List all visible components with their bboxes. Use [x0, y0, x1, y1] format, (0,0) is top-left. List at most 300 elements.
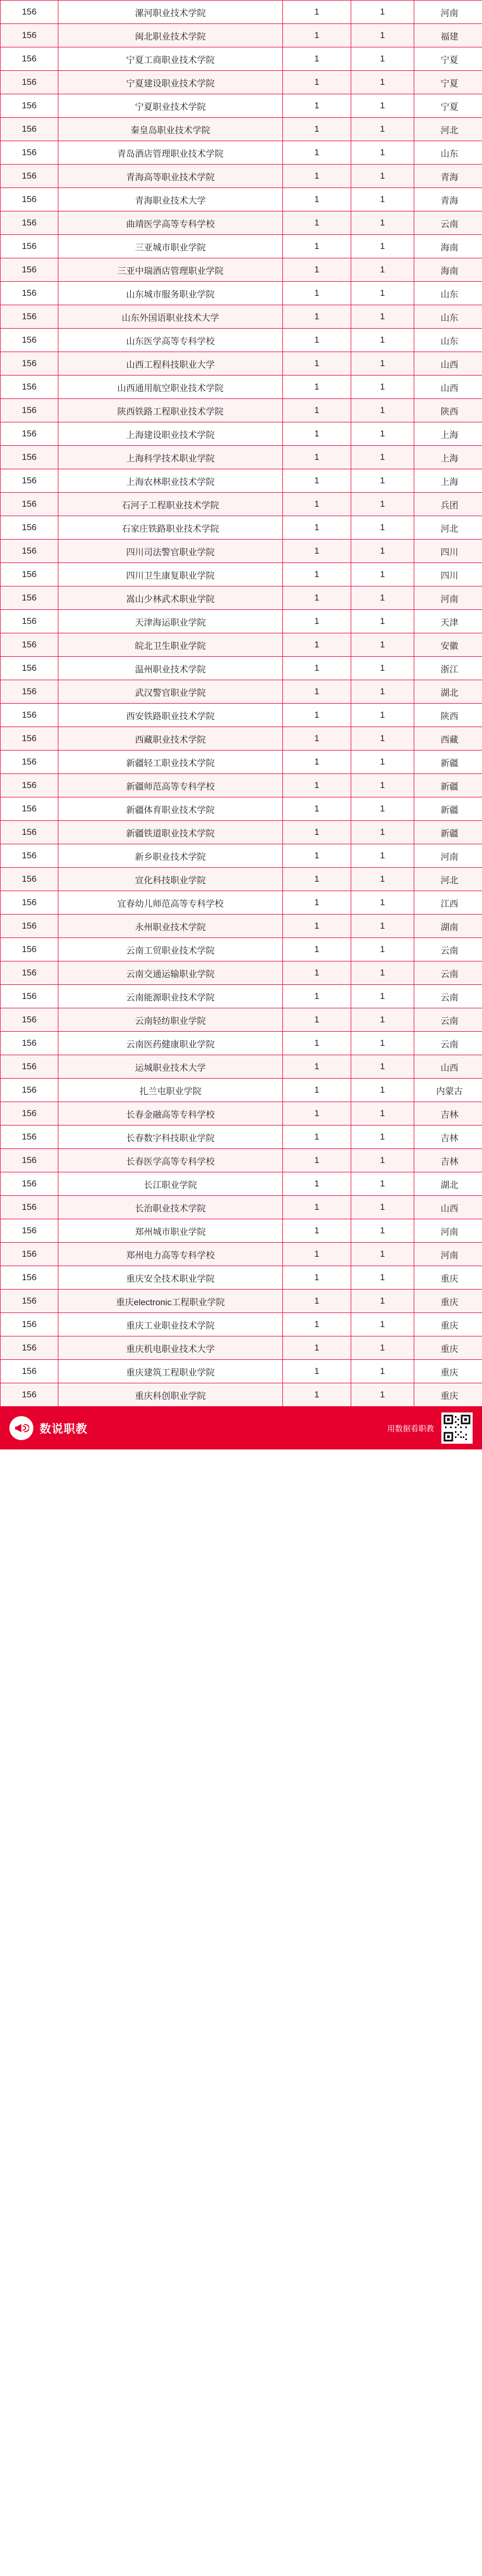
cell-count-1: 1: [283, 47, 351, 71]
cell-rank: 156: [1, 680, 58, 704]
cell-province: 云南: [414, 1032, 482, 1055]
table-row: [1, 258, 482, 282]
cell-school-name: 漯河职业技术学院: [58, 1, 283, 24]
table-row: [1, 446, 482, 469]
table-row: [1, 540, 482, 563]
cell-rank: 156: [1, 1008, 58, 1032]
cell-count-2: 1: [351, 1032, 414, 1055]
cell-school-name: 武汉警官职业学院: [58, 680, 283, 704]
cell-count-1: 1: [283, 1008, 351, 1032]
cell-count-2: 1: [351, 1266, 414, 1290]
cell-school-name: 三亚中瑞酒店管理职业学院: [58, 258, 283, 282]
table-row: [1, 469, 482, 493]
cell-count-1: 1: [283, 516, 351, 540]
cell-province: 上海: [414, 469, 482, 493]
table-row: [1, 727, 482, 751]
table-row: [1, 1336, 482, 1360]
cell-province: 四川: [414, 563, 482, 586]
cell-school-name: 上海农林职业技术学院: [58, 469, 283, 493]
cell-count-1: 1: [283, 540, 351, 563]
cell-count-1: 1: [283, 985, 351, 1008]
cell-school-name: 西藏职业技术学院: [58, 727, 283, 751]
cell-count-1: 1: [283, 1266, 351, 1290]
table-row: [1, 891, 482, 915]
cell-count-2: 1: [351, 211, 414, 235]
cell-count-2: 1: [351, 118, 414, 141]
cell-count-2: 1: [351, 563, 414, 586]
cell-count-2: 1: [351, 1149, 414, 1172]
cell-school-name: 新疆轻工职业技术学院: [58, 751, 283, 774]
cell-count-1: 1: [283, 891, 351, 915]
table-row: [1, 680, 482, 704]
cell-school-name: 山西通用航空职业技术学院: [58, 376, 283, 399]
cell-count-2: 1: [351, 633, 414, 657]
cell-rank: 156: [1, 563, 58, 586]
cell-province: 西藏: [414, 727, 482, 751]
cell-province: 河南: [414, 1219, 482, 1243]
cell-count-2: 1: [351, 141, 414, 165]
cell-rank: 156: [1, 868, 58, 891]
cell-count-2: 1: [351, 915, 414, 938]
table-row: [1, 422, 482, 446]
cell-count-1: 1: [283, 680, 351, 704]
cell-count-2: 1: [351, 399, 414, 422]
cell-school-name: 云南医药健康职业学院: [58, 1032, 283, 1055]
cell-count-1: 1: [283, 1055, 351, 1079]
cell-count-1: 1: [283, 751, 351, 774]
cell-count-1: 1: [283, 633, 351, 657]
table-row: [1, 1196, 482, 1219]
table-row: [1, 493, 482, 516]
cell-province: 重庆: [414, 1313, 482, 1336]
cell-school-name: 新乡职业技术学院: [58, 844, 283, 868]
cell-province: 四川: [414, 540, 482, 563]
table-row: [1, 118, 482, 141]
cell-province: 天津: [414, 610, 482, 633]
cell-province: 云南: [414, 1008, 482, 1032]
cell-count-1: 1: [283, 961, 351, 985]
cell-rank: 156: [1, 376, 58, 399]
cell-school-name: 上海科学技术职业学院: [58, 446, 283, 469]
cell-school-name: 天津海运职业学院: [58, 610, 283, 633]
cell-province: 山东: [414, 282, 482, 305]
footer-brand: 数说职教: [40, 1422, 88, 1435]
cell-school-name: 重庆科创职业学院: [58, 1383, 283, 1407]
cell-count-2: 1: [351, 1, 414, 24]
cell-province: 山东: [414, 305, 482, 329]
table-row: [1, 657, 482, 680]
cell-count-2: 1: [351, 1079, 414, 1102]
cell-province: 吉林: [414, 1126, 482, 1149]
cell-province: 吉林: [414, 1102, 482, 1126]
cell-count-2: 1: [351, 1102, 414, 1126]
cell-count-2: 1: [351, 1172, 414, 1196]
cell-province: 河北: [414, 516, 482, 540]
cell-rank: 156: [1, 1102, 58, 1126]
qr-code-icon[interactable]: [441, 1412, 473, 1444]
cell-province: 宁夏: [414, 71, 482, 94]
cell-count-1: 1: [283, 282, 351, 305]
cell-rank: 156: [1, 633, 58, 657]
cell-count-2: 1: [351, 1290, 414, 1313]
cell-province: 江西: [414, 891, 482, 915]
cell-count-2: 1: [351, 446, 414, 469]
cell-province: 宁夏: [414, 47, 482, 71]
cell-rank: 156: [1, 751, 58, 774]
cell-province: 新疆: [414, 774, 482, 797]
cell-count-2: 1: [351, 844, 414, 868]
cell-count-2: 1: [351, 797, 414, 821]
table-row: [1, 844, 482, 868]
cell-school-name: 新疆师范高等专科学校: [58, 774, 283, 797]
table-row: [1, 985, 482, 1008]
table-row: [1, 1, 482, 24]
cell-province: 山西: [414, 1055, 482, 1079]
cell-count-2: 1: [351, 305, 414, 329]
cell-rank: 156: [1, 657, 58, 680]
table-row: [1, 1008, 482, 1032]
cell-rank: 156: [1, 1266, 58, 1290]
cell-count-2: 1: [351, 774, 414, 797]
cell-school-name: 曲靖医学高等专科学校: [58, 211, 283, 235]
cell-province: 河南: [414, 586, 482, 610]
table-row: [1, 376, 482, 399]
cell-rank: 156: [1, 165, 58, 188]
cell-count-2: 1: [351, 1360, 414, 1383]
cell-province: 青海: [414, 165, 482, 188]
cell-count-1: 1: [283, 821, 351, 844]
cell-count-2: 1: [351, 282, 414, 305]
cell-count-2: 1: [351, 1126, 414, 1149]
table-row: [1, 915, 482, 938]
cell-province: 海南: [414, 258, 482, 282]
cell-count-1: 1: [283, 868, 351, 891]
table-row: [1, 1266, 482, 1290]
table-row: [1, 961, 482, 985]
cell-province: 重庆: [414, 1383, 482, 1407]
cell-count-2: 1: [351, 751, 414, 774]
ranking-table-body: [1, 1, 482, 1407]
cell-count-1: 1: [283, 1102, 351, 1126]
table-row: [1, 751, 482, 774]
cell-count-1: 1: [283, 586, 351, 610]
cell-count-1: 1: [283, 797, 351, 821]
cell-school-name: 云南能源职业技术学院: [58, 985, 283, 1008]
cell-count-2: 1: [351, 235, 414, 258]
cell-rank: 156: [1, 774, 58, 797]
cell-count-2: 1: [351, 657, 414, 680]
cell-count-1: 1: [283, 94, 351, 118]
cell-count-2: 1: [351, 1383, 414, 1407]
cell-count-1: 1: [283, 1079, 351, 1102]
footer-slogan: 用数据看职教: [387, 1424, 434, 1433]
cell-count-2: 1: [351, 961, 414, 985]
cell-rank: 156: [1, 188, 58, 211]
cell-count-2: 1: [351, 376, 414, 399]
cell-school-name: 郑州电力高等专科学校: [58, 1243, 283, 1266]
table-row: [1, 516, 482, 540]
cell-school-name: 山西工程科技职业大学: [58, 352, 283, 376]
cell-province: 云南: [414, 938, 482, 961]
cell-school-name: 青岛酒店管理职业技术学院: [58, 141, 283, 165]
cell-count-1: 1: [283, 24, 351, 47]
cell-count-2: 1: [351, 1313, 414, 1336]
cell-count-1: 1: [283, 1219, 351, 1243]
cell-school-name: 四川司法警官职业学院: [58, 540, 283, 563]
cell-province: 新疆: [414, 797, 482, 821]
cell-school-name: 宣化科技职业学院: [58, 868, 283, 891]
cell-school-name: 重庆建筑工程职业学院: [58, 1360, 283, 1383]
cell-count-2: 1: [351, 258, 414, 282]
cell-rank: 156: [1, 493, 58, 516]
cell-rank: 156: [1, 1172, 58, 1196]
cell-school-name: 陕西铁路工程职业技术学院: [58, 399, 283, 422]
cell-count-2: 1: [351, 610, 414, 633]
cell-school-name: 石河子工程职业技术学院: [58, 493, 283, 516]
table-row: [1, 94, 482, 118]
cell-rank: 156: [1, 1290, 58, 1313]
cell-school-name: 四川卫生康复职业学院: [58, 563, 283, 586]
cell-province: 上海: [414, 446, 482, 469]
cell-province: 安徽: [414, 633, 482, 657]
cell-school-name: 秦皇岛职业技术学院: [58, 118, 283, 141]
cell-count-1: 1: [283, 1313, 351, 1336]
table-row: [1, 1290, 482, 1313]
cell-rank: 156: [1, 915, 58, 938]
cell-rank: 156: [1, 469, 58, 493]
cell-rank: 156: [1, 1126, 58, 1149]
cell-province: 吉林: [414, 1149, 482, 1172]
cell-count-1: 1: [283, 844, 351, 868]
table-row: [1, 399, 482, 422]
cell-count-2: 1: [351, 891, 414, 915]
cell-province: 上海: [414, 422, 482, 446]
cell-count-2: 1: [351, 1243, 414, 1266]
cell-rank: 156: [1, 1219, 58, 1243]
cell-province: 山东: [414, 141, 482, 165]
cell-count-1: 1: [283, 727, 351, 751]
cell-count-1: 1: [283, 915, 351, 938]
cell-count-1: 1: [283, 1383, 351, 1407]
cell-province: 河南: [414, 1, 482, 24]
cell-count-2: 1: [351, 94, 414, 118]
cell-count-1: 1: [283, 211, 351, 235]
cell-count-1: 1: [283, 493, 351, 516]
footer-bar: [0, 1407, 482, 1449]
cell-count-1: 1: [283, 1196, 351, 1219]
cell-province: 兵团: [414, 493, 482, 516]
cell-school-name: 山东城市服务职业学院: [58, 282, 283, 305]
table-row: [1, 305, 482, 329]
cell-rank: 156: [1, 1383, 58, 1407]
cell-province: 山西: [414, 1196, 482, 1219]
cell-rank: 156: [1, 610, 58, 633]
table-row: [1, 1102, 482, 1126]
cell-count-1: 1: [283, 446, 351, 469]
cell-count-2: 1: [351, 469, 414, 493]
cell-province: 重庆: [414, 1266, 482, 1290]
cell-school-name: 山东医学高等专科学校: [58, 329, 283, 352]
cell-count-2: 1: [351, 1219, 414, 1243]
cell-count-1: 1: [283, 329, 351, 352]
cell-count-1: 1: [283, 399, 351, 422]
cell-rank: 156: [1, 1360, 58, 1383]
cell-count-2: 1: [351, 1008, 414, 1032]
cell-province: 湖北: [414, 680, 482, 704]
cell-count-1: 1: [283, 1336, 351, 1360]
cell-province: 青海: [414, 188, 482, 211]
cell-school-name: 云南交通运输职业学院: [58, 961, 283, 985]
cell-province: 海南: [414, 235, 482, 258]
table-row: [1, 71, 482, 94]
cell-count-1: 1: [283, 188, 351, 211]
table-row: [1, 610, 482, 633]
table-row: [1, 1126, 482, 1149]
table-row: [1, 586, 482, 610]
cell-rank: 156: [1, 305, 58, 329]
cell-rank: 156: [1, 71, 58, 94]
cell-count-2: 1: [351, 1196, 414, 1219]
cell-school-name: 嵩山少林武术职业学院: [58, 586, 283, 610]
table-row: [1, 938, 482, 961]
cell-count-1: 1: [283, 1360, 351, 1383]
cell-count-1: 1: [283, 422, 351, 446]
cell-rank: 156: [1, 211, 58, 235]
cell-rank: 156: [1, 1, 58, 24]
cell-school-name: 新疆体育职业技术学院: [58, 797, 283, 821]
cell-rank: 156: [1, 118, 58, 141]
cell-rank: 156: [1, 47, 58, 71]
cell-school-name: 运城职业技术大学: [58, 1055, 283, 1079]
cell-province: 云南: [414, 211, 482, 235]
cell-count-2: 1: [351, 868, 414, 891]
cell-school-name: 皖北卫生职业学院: [58, 633, 283, 657]
cell-count-2: 1: [351, 821, 414, 844]
table-row: [1, 235, 482, 258]
cell-count-2: 1: [351, 704, 414, 727]
cell-school-name: 青海高等职业技术学院: [58, 165, 283, 188]
cell-count-1: 1: [283, 71, 351, 94]
cell-rank: 156: [1, 258, 58, 282]
cell-count-2: 1: [351, 24, 414, 47]
cell-count-1: 1: [283, 704, 351, 727]
cell-count-1: 1: [283, 1172, 351, 1196]
cell-count-1: 1: [283, 352, 351, 376]
cell-rank: 156: [1, 844, 58, 868]
cell-rank: 156: [1, 1149, 58, 1172]
table-row: [1, 774, 482, 797]
cell-province: 云南: [414, 985, 482, 1008]
cell-province: 重庆: [414, 1360, 482, 1383]
cell-rank: 156: [1, 1336, 58, 1360]
table-row: [1, 329, 482, 352]
table-row: [1, 1243, 482, 1266]
cell-rank: 156: [1, 727, 58, 751]
table-row: [1, 352, 482, 376]
table-row: [1, 633, 482, 657]
cell-school-name: 长春金融高等专科学校: [58, 1102, 283, 1126]
table-row: [1, 24, 482, 47]
cell-count-1: 1: [283, 774, 351, 797]
cell-school-name: 闽北职业技术学院: [58, 24, 283, 47]
table-row: [1, 211, 482, 235]
cell-count-2: 1: [351, 493, 414, 516]
table-row: [1, 1219, 482, 1243]
cell-province: 新疆: [414, 751, 482, 774]
cell-count-1: 1: [283, 165, 351, 188]
table-row: [1, 797, 482, 821]
cell-count-1: 1: [283, 657, 351, 680]
table-row: [1, 704, 482, 727]
cell-rank: 156: [1, 985, 58, 1008]
table-row: [1, 1360, 482, 1383]
cell-count-1: 1: [283, 305, 351, 329]
cell-rank: 156: [1, 422, 58, 446]
cell-province: 内蒙古: [414, 1079, 482, 1102]
cell-province: 宁夏: [414, 94, 482, 118]
cell-count-2: 1: [351, 727, 414, 751]
table-row: [1, 1313, 482, 1336]
cell-province: 山西: [414, 352, 482, 376]
cell-count-2: 1: [351, 352, 414, 376]
cell-rank: 156: [1, 352, 58, 376]
cell-school-name: 西安铁路职业技术学院: [58, 704, 283, 727]
table-row: [1, 47, 482, 71]
cell-rank: 156: [1, 586, 58, 610]
cell-count-2: 1: [351, 188, 414, 211]
table-row: [1, 821, 482, 844]
cell-count-1: 1: [283, 469, 351, 493]
cell-rank: 156: [1, 516, 58, 540]
cell-count-1: 1: [283, 1149, 351, 1172]
cell-count-2: 1: [351, 47, 414, 71]
cell-count-1: 1: [283, 1243, 351, 1266]
cell-rank: 156: [1, 704, 58, 727]
cell-school-name: 长江职业学院: [58, 1172, 283, 1196]
cell-school-name: 郑州城市职业学院: [58, 1219, 283, 1243]
cell-count-2: 1: [351, 422, 414, 446]
cell-province: 湖南: [414, 915, 482, 938]
cell-count-1: 1: [283, 1032, 351, 1055]
cell-school-name: 重庆安全技术职业学院: [58, 1266, 283, 1290]
cell-school-name: 云南工贸职业技术学院: [58, 938, 283, 961]
cell-school-name: 宁夏工商职业技术学院: [58, 47, 283, 71]
cell-school-name: 宁夏职业技术学院: [58, 94, 283, 118]
cell-count-2: 1: [351, 516, 414, 540]
cell-count-1: 1: [283, 1290, 351, 1313]
cell-rank: 156: [1, 24, 58, 47]
cell-count-1: 1: [283, 235, 351, 258]
cell-school-name: 温州职业技术学院: [58, 657, 283, 680]
cell-count-1: 1: [283, 141, 351, 165]
cell-school-name: 新疆铁道职业技术学院: [58, 821, 283, 844]
table-row: [1, 188, 482, 211]
cell-count-2: 1: [351, 680, 414, 704]
cell-count-2: 1: [351, 165, 414, 188]
table-row: [1, 141, 482, 165]
cell-rank: 156: [1, 938, 58, 961]
cell-school-name: 青海职业技术大学: [58, 188, 283, 211]
table-row: [1, 868, 482, 891]
cell-province: 陕西: [414, 704, 482, 727]
table-row: [1, 1172, 482, 1196]
cell-school-name: 三亚城市职业学院: [58, 235, 283, 258]
cell-rank: 156: [1, 961, 58, 985]
table-row: [1, 282, 482, 305]
cell-count-2: 1: [351, 1055, 414, 1079]
cell-count-1: 1: [283, 938, 351, 961]
cell-rank: 156: [1, 540, 58, 563]
